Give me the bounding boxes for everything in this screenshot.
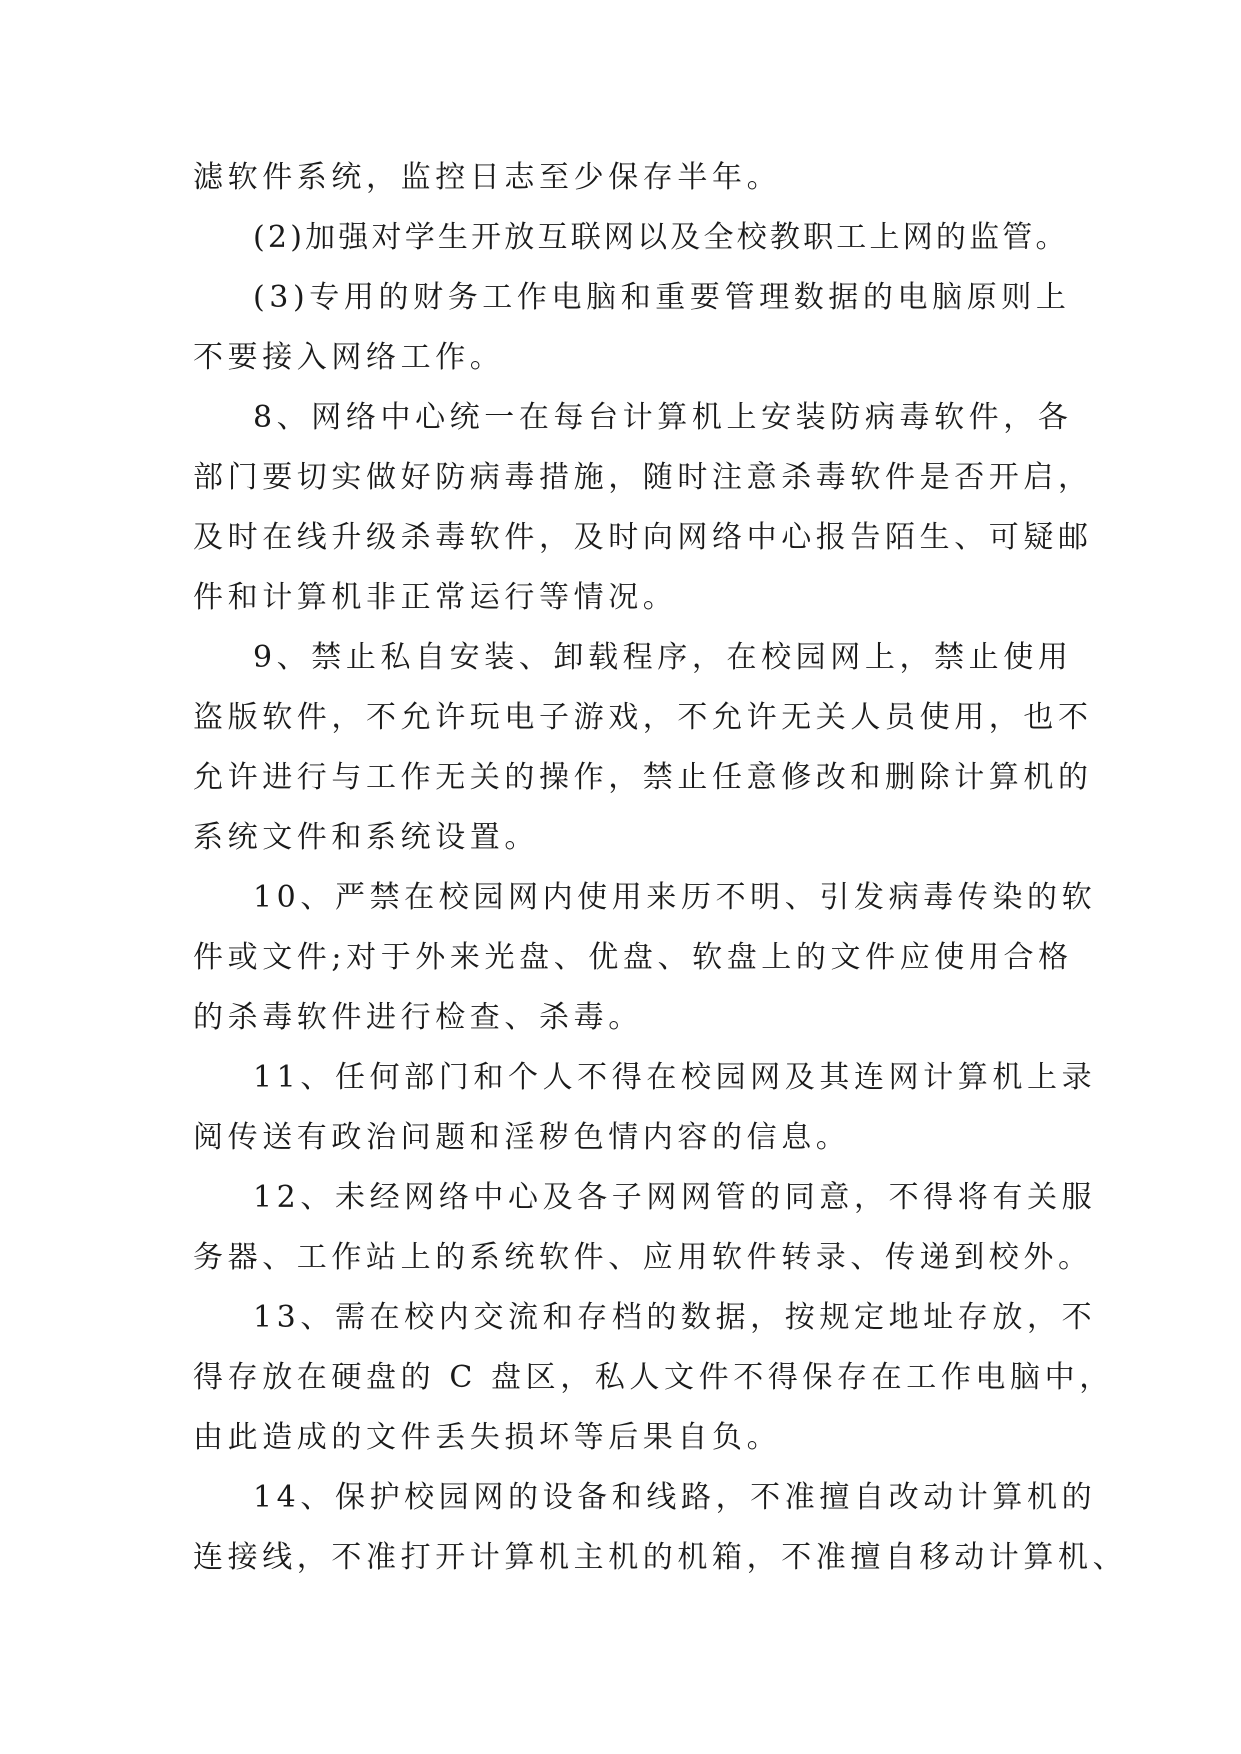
text-line: 允许进行与工作无关的操作，禁止任意修改和删除计算机的 [193,760,1093,795]
text-line: 不要接入网络工作。 [193,340,505,375]
text-line: 件和计算机非正常运行等情况。 [193,580,678,615]
text-line: 的杀毒软件进行检查、杀毒。 [193,1000,643,1035]
text-line: 由此造成的文件丢失损坏等后果自负。 [193,1420,782,1455]
text-line: 盗版软件，不允许玩电子游戏，不允许无关人员使用，也不 [193,700,1093,735]
text-line: (3)专用的财务工作电脑和重要管理数据的电脑原则上 [253,280,1071,315]
text-line: 得存放在硬盘的 C 盘区，私人文件不得保存在工作电脑中， [193,1360,1114,1395]
text-line: 阅传送有政治问题和淫秽色情内容的信息。 [193,1120,851,1155]
text-line: 13、需在校内交流和存档的数据，按规定地址存放，不 [253,1300,1097,1335]
text-line: 9、禁止私自安装、卸载程序，在校园网上，禁止使用 [253,640,1073,675]
text-line: 系统文件和系统设置。 [193,820,539,855]
text-line: 连接线，不准打开计算机主机的机箱，不准擅自移动计算机、 [193,1540,1128,1575]
text-line: 件或文件;对于外来光盘、优盘、软盘上的文件应使用合格 [193,940,1073,975]
text-line: 8、网络中心统一在每台计算机上安装防病毒软件，各 [253,400,1073,435]
text-line: 滤软件系统，监控日志至少保存半年。 [193,160,782,195]
text-line: 11、任何部门和个人不得在校园网及其连网计算机上录 [253,1060,1097,1095]
text-line: 12、未经网络中心及各子网网管的同意，不得将有关服 [253,1180,1097,1215]
text-line: 14、保护校园网的设备和线路，不准擅自改动计算机的 [253,1480,1097,1515]
text-line: 部门要切实做好防病毒措施，随时注意杀毒软件是否开启， [193,460,1093,495]
text-line: 及时在线升级杀毒软件，及时向网络中心报告陌生、可疑邮 [193,520,1093,555]
text-line: 10、严禁在校园网内使用来历不明、引发病毒传染的软 [253,880,1097,915]
text-line: 务器、工作站上的系统软件、应用软件转录、传递到校外。 [193,1240,1093,1275]
text-line: (2)加强对学生开放互联网以及全校教职工上网的监管。 [253,220,1069,255]
